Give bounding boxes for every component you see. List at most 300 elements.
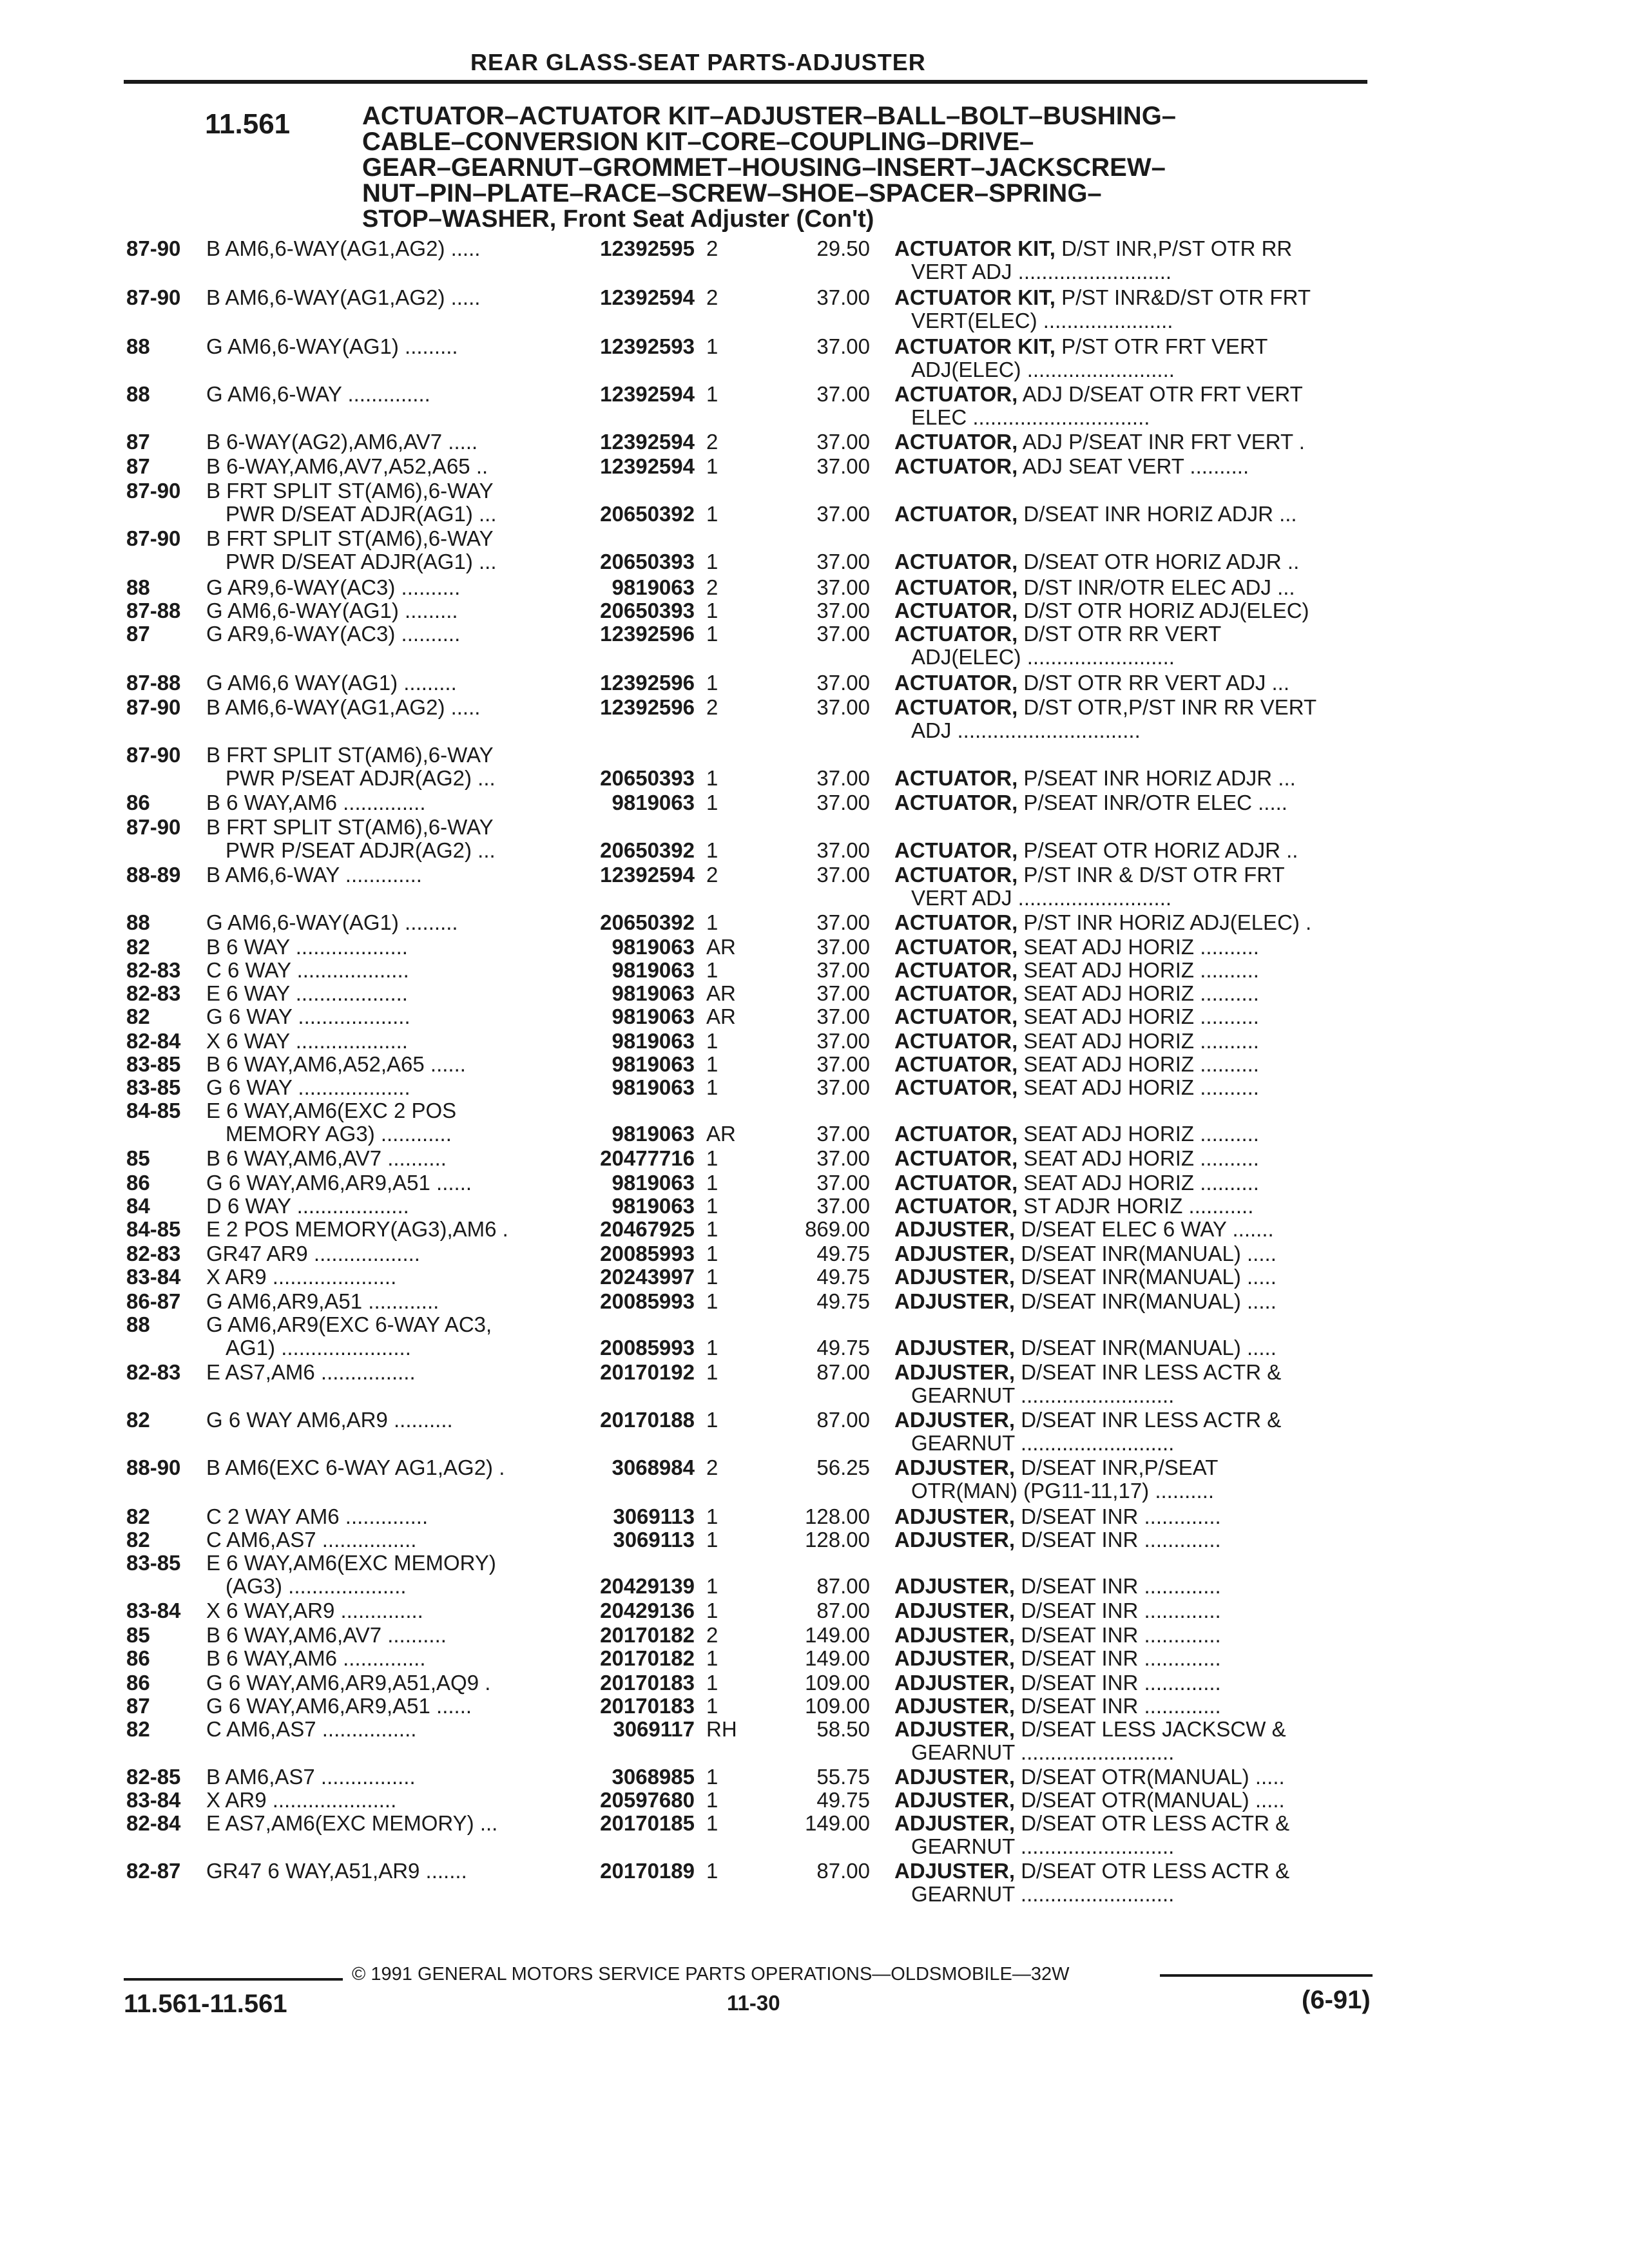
part-number: 20650393	[600, 599, 695, 622]
part-detail: D/SEAT INR(MANUAL) .....	[1015, 1242, 1277, 1265]
part-detail-cont: VERT(ELEC) ......................	[911, 309, 1173, 332]
part-detail: P/ST INR&D/ST OTR FRT	[1055, 286, 1311, 309]
part-description	[894, 1030, 1371, 1053]
model-application: G 6 WAY,AM6,AR9,A51,AQ9 .	[206, 1671, 491, 1695]
part-description	[894, 911, 1371, 934]
model-application: B 6 WAY,AM6,AV7 ..........	[206, 1147, 447, 1170]
part-name: ADJUSTER,	[894, 1408, 1016, 1432]
part-name: ADJUSTER,	[894, 1361, 1016, 1384]
part-number: 20170183	[600, 1671, 695, 1695]
part-number: 9819063	[612, 1171, 695, 1195]
part-detail: P/SEAT OTR HORIZ ADJR ..	[1017, 839, 1298, 862]
part-description	[894, 863, 1371, 887]
price: 49.75	[816, 1242, 870, 1265]
part-detail: SEAT ADJ HORIZ ..........	[1017, 1171, 1259, 1195]
part-number: 20467925	[600, 1217, 695, 1241]
price: 49.75	[816, 1265, 870, 1289]
price: 149.00	[805, 1811, 870, 1835]
part-detail: SEAT ADJ HORIZ ..........	[1017, 1030, 1259, 1053]
model-years: 82	[126, 1717, 150, 1741]
model-application: B FRT SPLIT ST(AM6),6-WAY	[206, 527, 494, 550]
price: 37.00	[816, 1122, 870, 1146]
part-description	[894, 335, 1371, 358]
model-years: 82-85	[126, 1765, 181, 1789]
part-name: ACTUATOR,	[894, 1171, 1018, 1195]
price: 37.00	[816, 285, 870, 309]
part-description	[894, 1718, 1371, 1741]
model-years: 87	[126, 622, 150, 646]
part-name: ACTUATOR,	[894, 1195, 1018, 1218]
part-number: 9819063	[612, 1122, 695, 1146]
model-years: 82-84	[126, 1811, 181, 1835]
model-years: 88-89	[126, 863, 181, 887]
part-detail: D/SEAT INR HORIZ ADJR ...	[1017, 503, 1297, 526]
model-application: B AM6,6-WAY(AG1,AG2) .....	[206, 696, 481, 719]
part-name: ACTUATOR,	[894, 1122, 1018, 1146]
part-detail: P/SEAT INR HORIZ ADJR ...	[1017, 767, 1296, 790]
model-application: X 6 WAY,AR9 ..............	[206, 1599, 423, 1622]
price: 149.00	[805, 1646, 870, 1670]
price: 37.00	[816, 1146, 870, 1170]
price: 29.50	[816, 236, 870, 260]
part-number: 12392596	[600, 671, 695, 695]
quantity: RH	[706, 1717, 737, 1741]
model-years: 87	[126, 430, 150, 454]
model-application: E AS7,AM6(EXC MEMORY) ...	[206, 1812, 498, 1835]
model-years: 87-90	[126, 815, 181, 839]
quantity: 1	[706, 622, 718, 646]
footer-rule-right	[1160, 1974, 1373, 1977]
part-name: ADJUSTER,	[894, 1647, 1016, 1670]
quantity: 1	[706, 910, 718, 934]
price: 37.00	[816, 1171, 870, 1195]
part-name: ACTUATOR,	[894, 503, 1018, 526]
part-description	[894, 671, 1371, 695]
quantity: 2	[706, 430, 718, 454]
part-name: ADJUSTER,	[894, 1765, 1016, 1789]
model-years: 82	[126, 1528, 150, 1552]
part-description	[894, 1005, 1371, 1028]
price: 37.00	[816, 838, 870, 862]
part-detail: D/SEAT INR .............	[1015, 1599, 1221, 1622]
part-description	[894, 1624, 1371, 1647]
part-name: ACTUATOR,	[894, 622, 1018, 646]
part-detail-cont: ADJ(ELEC) .........................	[911, 646, 1175, 669]
model-application: B 6 WAY,AM6 ..............	[206, 791, 426, 814]
part-detail: D/SEAT OTR HORIZ ADJR ..	[1017, 550, 1300, 573]
quantity: 1	[706, 1528, 718, 1552]
part-description	[894, 767, 1371, 790]
part-detail: D/SEAT INR .............	[1015, 1695, 1221, 1718]
part-name: ADJUSTER,	[894, 1789, 1016, 1812]
quantity: 1	[706, 1336, 718, 1360]
part-detail: D/ST OTR,P/ST INR RR VERT	[1017, 696, 1317, 719]
part-number: 9819063	[612, 935, 695, 959]
price: 49.75	[816, 1336, 870, 1360]
part-detail-cont: GEARNUT ..........................	[911, 1883, 1175, 1906]
price: 37.00	[816, 910, 870, 934]
price: 49.75	[816, 1289, 870, 1313]
section-title-line: CABLE–CONVERSION KIT–CORE–COUPLING–DRIVE–	[362, 128, 1034, 156]
quantity: 2	[706, 863, 718, 887]
model-application: E 6 WAY,AM6(EXC 2 POS	[206, 1099, 457, 1122]
part-number: 20085993	[600, 1242, 695, 1265]
part-detail: D/SEAT INR(MANUAL) .....	[1015, 1290, 1277, 1313]
model-application: G AM6,6 WAY(AG1) .........	[206, 671, 457, 695]
price: 37.00	[816, 671, 870, 695]
part-description	[894, 791, 1371, 814]
part-detail: D/SEAT INR .............	[1015, 1575, 1221, 1598]
model-years: 84-85	[126, 1217, 181, 1241]
quantity: 1	[706, 838, 718, 862]
part-name: ADJUSTER,	[894, 1528, 1016, 1552]
part-name: ACTUATOR,	[894, 550, 1018, 573]
part-description	[894, 1647, 1371, 1670]
part-detail: D/ST INR/OTR ELEC ADJ ...	[1017, 576, 1295, 599]
part-name: ADJUSTER,	[894, 1671, 1016, 1695]
part-description	[894, 1147, 1371, 1170]
part-number: 9819063	[612, 981, 695, 1005]
model-years: 87-90	[126, 285, 181, 309]
part-description	[894, 550, 1371, 573]
model-application: D 6 WAY ...................	[206, 1195, 409, 1218]
part-detail: D/SEAT INR(MANUAL) .....	[1015, 1336, 1277, 1360]
quantity: 1	[706, 791, 718, 814]
model-years: 87-90	[126, 479, 181, 503]
model-application: E AS7,AM6 ................	[206, 1361, 416, 1384]
quantity: 1	[706, 382, 718, 406]
model-application: G 6 WAY,AM6,AR9,A51 ......	[206, 1695, 472, 1718]
section-title	[362, 103, 1329, 232]
part-detail-cont: VERT ADJ ..........................	[911, 260, 1172, 284]
part-name: ACTUATOR KIT,	[894, 335, 1055, 358]
part-name: ACTUATOR,	[894, 839, 1018, 862]
part-detail: P/SEAT INR/OTR ELEC .....	[1017, 791, 1287, 814]
part-detail: P/ST INR & D/ST OTR FRT	[1017, 863, 1285, 887]
model-years: 87-88	[126, 599, 181, 622]
part-detail: SEAT ADJ HORIZ ..........	[1017, 1076, 1259, 1099]
quantity: 1	[706, 1504, 718, 1528]
part-number: 12392594	[600, 285, 695, 309]
model-application: E 6 WAY,AM6(EXC MEMORY)	[206, 1552, 496, 1575]
model-years: 82-83	[126, 1360, 181, 1384]
part-number: 3068985	[612, 1765, 695, 1789]
part-name: ADJUSTER,	[894, 1575, 1016, 1598]
part-name: ADJUSTER,	[894, 1860, 1016, 1883]
model-application: G AR9,6-WAY(AC3) ..........	[206, 576, 461, 599]
part-description	[894, 430, 1371, 454]
part-description	[894, 959, 1371, 982]
quantity: 1	[706, 1788, 718, 1812]
model-application: C AM6,AS7 ................	[206, 1528, 417, 1552]
model-application-cont: PWR D/SEAT ADJR(AG1) ...	[226, 503, 497, 526]
quantity: 1	[706, 1075, 718, 1099]
part-detail-cont: OTR(MAN) (PG11-11,17) ..........	[911, 1479, 1215, 1503]
model-application: C AM6,AS7 ................	[206, 1718, 417, 1741]
price: 37.00	[816, 695, 870, 719]
model-years: 87-90	[126, 236, 181, 260]
part-description	[894, 383, 1371, 406]
quantity: 2	[706, 695, 718, 719]
model-application: G AM6,6-WAY(AG1) .........	[206, 911, 458, 934]
part-description	[894, 1408, 1371, 1432]
part-detail: D/SEAT INR .............	[1015, 1624, 1221, 1647]
price: 37.00	[816, 1052, 870, 1076]
part-description	[894, 1765, 1371, 1789]
part-number: 9819063	[612, 791, 695, 814]
part-description	[894, 1195, 1371, 1218]
quantity: 1	[706, 1646, 718, 1670]
part-name: ACTUATOR,	[894, 936, 1018, 959]
model-years: 87	[126, 1694, 150, 1718]
model-application: X AR9 .....................	[206, 1265, 397, 1289]
quantity: 1	[706, 1694, 718, 1718]
model-years: 87-88	[126, 671, 181, 695]
price: 869.00	[805, 1217, 870, 1241]
price: 37.00	[816, 382, 870, 406]
part-name: ACTUATOR KIT,	[894, 286, 1055, 309]
model-application: G AR9,6-WAY(AC3) ..........	[206, 622, 461, 646]
model-application: B 6 WAY,AM6,AV7 ..........	[206, 1624, 447, 1647]
part-detail: D/SEAT INR LESS ACTR &	[1015, 1408, 1282, 1432]
part-description	[894, 1171, 1371, 1195]
price: 37.00	[816, 599, 870, 622]
part-description	[894, 1789, 1371, 1812]
footer-date: (6-91)	[1302, 1986, 1371, 2014]
part-name: ADJUSTER,	[894, 1265, 1016, 1289]
model-application: B AM6(EXC 6-WAY AG1,AG2) .	[206, 1456, 505, 1479]
model-application: B 6-WAY,AM6,AV7,A52,A65 ..	[206, 455, 488, 478]
model-application: G AM6,AR9(EXC 6-WAY AC3,	[206, 1313, 492, 1336]
part-name: ACTUATOR KIT,	[894, 237, 1055, 260]
model-application: G AM6,6-WAY ..............	[206, 383, 430, 406]
part-number: 20170189	[600, 1859, 695, 1883]
part-detail-cont: GEARNUT ..........................	[911, 1835, 1175, 1858]
part-name: ADJUSTER,	[894, 1695, 1016, 1718]
part-description	[894, 1456, 1371, 1479]
part-number: 9819063	[612, 958, 695, 982]
model-years: 87-90	[126, 695, 181, 719]
quantity: 2	[706, 575, 718, 599]
model-application: B 6 WAY,AM6 ..............	[206, 1647, 426, 1670]
part-name: ACTUATOR,	[894, 455, 1018, 478]
model-years: 86	[126, 1171, 150, 1195]
model-application: GR47 6 WAY,A51,AR9 .......	[206, 1860, 467, 1883]
price: 87.00	[816, 1360, 870, 1384]
price: 37.00	[816, 1004, 870, 1028]
part-description	[894, 599, 1371, 622]
part-description	[894, 1812, 1371, 1835]
model-application: B FRT SPLIT ST(AM6),6-WAY	[206, 816, 494, 839]
model-application-cont: PWR P/SEAT ADJR(AG2) ...	[226, 839, 496, 862]
part-detail: D/ST OTR RR VERT ADJ ...	[1017, 671, 1290, 695]
part-number: 20650393	[600, 766, 695, 790]
part-detail: D/SEAT INR .............	[1015, 1528, 1221, 1552]
quantity: 1	[706, 1171, 718, 1195]
part-detail: SEAT ADJ HORIZ ..........	[1017, 936, 1259, 959]
quantity: 1	[706, 454, 718, 478]
section-title-line: STOP–WASHER, Front Seat Adjuster (Con't)	[362, 206, 874, 233]
part-description	[894, 237, 1371, 260]
part-name: ACTUATOR,	[894, 767, 1018, 790]
quantity: 1	[706, 1194, 718, 1218]
quantity: AR	[706, 935, 736, 959]
part-description	[894, 576, 1371, 599]
model-years: 82-83	[126, 958, 181, 982]
part-description	[894, 1528, 1371, 1552]
part-name: ACTUATOR,	[894, 959, 1018, 982]
quantity: 2	[706, 285, 718, 309]
model-application: C 6 WAY ...................	[206, 959, 409, 982]
model-years: 83-85	[126, 1551, 181, 1575]
part-name: ACTUATOR,	[894, 791, 1018, 814]
part-name: ACTUATOR,	[894, 576, 1018, 599]
part-description	[894, 1599, 1371, 1622]
part-description	[894, 1242, 1371, 1265]
part-number: 20085993	[600, 1336, 695, 1360]
part-description	[894, 1076, 1371, 1099]
part-name: ADJUSTER,	[894, 1336, 1016, 1360]
part-number: 12392595	[600, 236, 695, 260]
part-description	[894, 286, 1371, 309]
price: 37.00	[816, 1194, 870, 1218]
price: 128.00	[805, 1528, 870, 1552]
model-years: 87-90	[126, 743, 181, 767]
model-years: 82	[126, 1408, 150, 1432]
quantity: 2	[706, 1456, 718, 1479]
part-name: ACTUATOR,	[894, 599, 1018, 622]
part-name: ADJUSTER,	[894, 1718, 1016, 1741]
model-years: 82-83	[126, 981, 181, 1005]
price: 37.00	[816, 575, 870, 599]
model-application: B AM6,6-WAY .............	[206, 863, 422, 887]
model-application: B 6 WAY ...................	[206, 936, 408, 959]
part-detail: D/SEAT INR .............	[1015, 1647, 1221, 1670]
model-years: 84	[126, 1194, 150, 1218]
part-number: 20170185	[600, 1811, 695, 1835]
part-number: 3069113	[613, 1504, 695, 1528]
part-description	[894, 1361, 1371, 1384]
part-name: ACTUATOR,	[894, 911, 1018, 934]
part-number: 20650393	[600, 550, 695, 573]
model-years: 85	[126, 1623, 150, 1647]
quantity: 1	[706, 1360, 718, 1384]
model-application: B 6 WAY,AM6,A52,A65 ......	[206, 1053, 466, 1076]
price: 37.00	[816, 550, 870, 573]
part-detail: ADJ P/SEAT INR FRT VERT .	[1017, 430, 1305, 454]
part-description	[894, 1575, 1371, 1598]
model-application: G AM6,6-WAY(AG1) .........	[206, 599, 458, 622]
part-description	[894, 455, 1371, 478]
model-application: G 6 WAY ...................	[206, 1005, 410, 1028]
part-description	[894, 1671, 1371, 1695]
price: 109.00	[805, 1671, 870, 1695]
part-detail: ADJ D/SEAT OTR FRT VERT	[1017, 383, 1303, 406]
part-detail: D/SEAT INR .............	[1015, 1505, 1221, 1528]
part-detail-cont: ELEC ..............................	[911, 406, 1150, 429]
model-application: G AM6,AR9,A51 ............	[206, 1290, 439, 1313]
model-application: B 6-WAY(AG2),AM6,AV7 .....	[206, 430, 478, 454]
part-number: 12392594	[600, 430, 695, 454]
part-number: 20170183	[600, 1694, 695, 1718]
model-years: 83-84	[126, 1788, 181, 1812]
quantity: 1	[706, 1765, 718, 1789]
model-application: B AM6,AS7 ................	[206, 1765, 416, 1789]
model-years: 88	[126, 334, 150, 358]
part-detail: P/ST OTR FRT VERT	[1055, 335, 1268, 358]
quantity: AR	[706, 981, 736, 1005]
part-detail: D/ST OTR HORIZ ADJ(ELEC)	[1017, 599, 1309, 622]
part-number: 3068984	[612, 1456, 695, 1479]
quantity: AR	[706, 1122, 736, 1146]
model-years: 84-85	[126, 1099, 181, 1122]
part-number: 12392596	[600, 622, 695, 646]
part-detail: ADJ SEAT VERT ..........	[1017, 455, 1249, 478]
quantity: 1	[706, 1289, 718, 1313]
model-application: E 2 POS MEMORY(AG3),AM6 .	[206, 1218, 508, 1241]
part-description	[894, 1053, 1371, 1076]
price: 37.00	[816, 1029, 870, 1053]
price: 109.00	[805, 1694, 870, 1718]
price: 37.00	[816, 430, 870, 454]
part-number: 3069113	[613, 1528, 695, 1552]
part-number: 9819063	[612, 1004, 695, 1028]
section-title-line: GEAR–GEARNUT–GROMMET–HOUSING–INSERT–JACKSCREW–	[362, 153, 1166, 182]
part-number: 20650392	[600, 502, 695, 526]
part-number: 20650392	[600, 838, 695, 862]
price: 37.00	[816, 622, 870, 646]
quantity: 2	[706, 236, 718, 260]
part-description	[894, 1265, 1371, 1289]
quantity: 2	[706, 1623, 718, 1647]
part-detail: D/SEAT OTR LESS ACTR &	[1015, 1860, 1290, 1883]
model-years: 82	[126, 1004, 150, 1028]
part-number: 20429136	[600, 1599, 695, 1622]
quantity: 1	[706, 1029, 718, 1053]
quantity: AR	[706, 1004, 736, 1028]
quantity: 1	[706, 1574, 718, 1598]
part-number: 20170182	[600, 1623, 695, 1647]
model-years: 86-87	[126, 1289, 181, 1313]
price: 37.00	[816, 935, 870, 959]
part-description	[894, 1336, 1371, 1360]
part-detail: SEAT ADJ HORIZ ..........	[1017, 1147, 1259, 1170]
part-number: 9819063	[612, 1194, 695, 1218]
quantity: 1	[706, 766, 718, 790]
part-detail: D/SEAT OTR(MANUAL) .....	[1015, 1765, 1285, 1789]
model-years: 85	[126, 1146, 150, 1170]
part-description	[894, 1695, 1371, 1718]
part-description	[894, 503, 1371, 526]
part-number: 20170192	[600, 1360, 695, 1384]
part-name: ACTUATOR,	[894, 671, 1018, 695]
footer-copyright: © 1991 GENERAL MOTORS SERVICE PARTS OPERATIONS—OLDSMOBILE—32W	[352, 1964, 1070, 1984]
model-years: 88	[126, 382, 150, 406]
price: 149.00	[805, 1623, 870, 1647]
part-detail: SEAT ADJ HORIZ ..........	[1017, 1122, 1259, 1146]
model-years: 88	[126, 575, 150, 599]
model-years: 86	[126, 1646, 150, 1670]
model-application-cont: (AG3) ....................	[226, 1575, 407, 1598]
part-detail: D/SEAT INR LESS ACTR &	[1015, 1361, 1282, 1384]
model-years: 83-85	[126, 1075, 181, 1099]
quantity: 1	[706, 550, 718, 573]
quantity: 1	[706, 671, 718, 695]
price: 87.00	[816, 1408, 870, 1432]
part-detail: D/SEAT INR .............	[1015, 1671, 1221, 1695]
part-description	[894, 1122, 1371, 1146]
quantity: 1	[706, 1146, 718, 1170]
